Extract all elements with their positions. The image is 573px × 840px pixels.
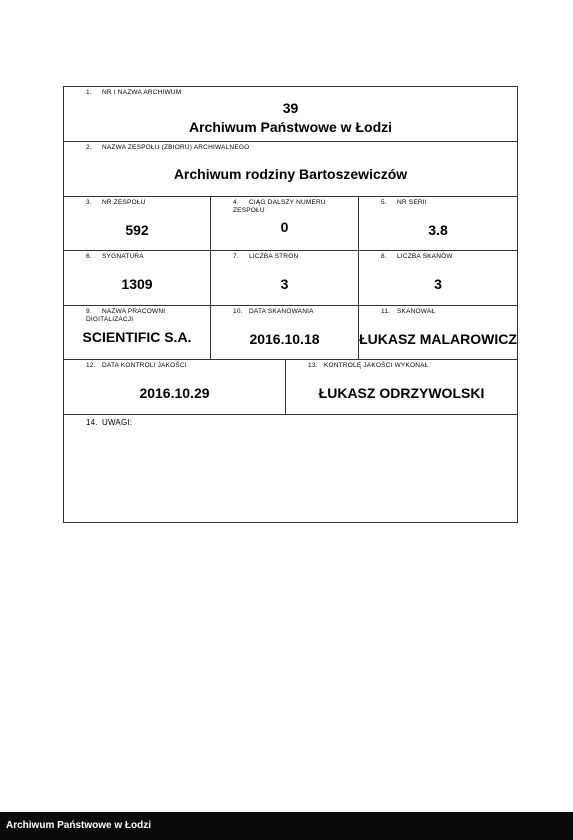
row-fonds-name — [64, 142, 517, 197]
field-label-scan-date: 10. DATA SKANOWANIA — [233, 308, 314, 315]
cell-signature — [64, 251, 211, 305]
field-label-fonds-no: 3. NR ZESPOŁU — [86, 199, 146, 206]
archive-number: 39 — [282, 100, 299, 116]
workshop-value: SCIENTIFIC S.A. — [82, 329, 192, 345]
field-label-archive: 1. NR I NAZWA ARCHIWUM — [86, 89, 182, 96]
cell-scans — [359, 251, 517, 305]
fonds-cont-value: 0 — [280, 219, 289, 235]
series-no-value: 3.8 — [428, 222, 448, 238]
cell-series-no — [359, 197, 517, 250]
cell-fonds-no — [64, 197, 211, 250]
field-label-fonds-cont: 4. CIĄG DALSZY NUMERU ZESPOŁU — [233, 199, 326, 214]
field-label-scans: 8. LICZBA SKANÓW — [381, 253, 453, 260]
row-digitization — [64, 306, 517, 360]
signature-value: 1309 — [121, 276, 153, 292]
field-label-notes: 14. UWAGI: — [86, 418, 133, 427]
scans-value: 3 — [434, 276, 442, 292]
row-counts — [64, 251, 517, 306]
row-quality-control — [64, 360, 517, 415]
field-label-fonds-name: 2. NAZWA ZESPOŁU (ZBIORU) ARCHIWALNEGO — [86, 144, 250, 151]
pages-value: 3 — [280, 276, 289, 292]
cell-fonds-cont — [211, 197, 359, 250]
field-label-series-no: 5. NR SERII — [381, 199, 427, 206]
scan-date-value: 2016.10.18 — [249, 331, 320, 347]
fonds-no-value: 592 — [125, 222, 149, 238]
row-fonds-numbers — [64, 197, 517, 251]
cell-pages — [211, 251, 359, 305]
fonds-name-value: Archiwum rodziny Bartoszewiczów — [173, 166, 408, 182]
footer-bar — [0, 812, 573, 840]
field-label-pages: 7. LICZBA STRON — [233, 253, 299, 260]
row-archive — [64, 87, 517, 142]
cell-qc-date — [64, 360, 286, 414]
cell-scanned-by — [359, 306, 517, 359]
qc-date-value: 2016.10.29 — [139, 385, 210, 401]
cell-workshop — [64, 306, 211, 359]
footer-text: Archiwum Państwowe w Łodzi — [6, 820, 152, 831]
scanned-by-value: ŁUKASZ MALAROWICZ — [359, 331, 517, 347]
field-label-qc-date: 12. DATA KONTROLI JAKOŚCI — [86, 362, 187, 369]
field-label-qc-by: 13. KONTROLĘ JAKOŚCI WYKONAŁ — [308, 362, 429, 369]
field-label-scanned-by: 11. SKANOWAŁ — [381, 308, 436, 315]
qc-by-value: ŁUKASZ ODRZYWOLSKI — [318, 385, 485, 401]
row-notes — [64, 415, 517, 522]
archive-metadata-card — [63, 86, 518, 523]
cell-scan-date — [211, 306, 359, 359]
cell-qc-by — [286, 360, 517, 414]
field-label-signature: 6. SYGNATURA — [86, 253, 144, 260]
field-label-workshop: 9. NAZWA PRACOWNI DIGITALIZACJI — [86, 308, 166, 323]
archive-name: Archiwum Państwowe w Łodzi — [188, 119, 393, 135]
